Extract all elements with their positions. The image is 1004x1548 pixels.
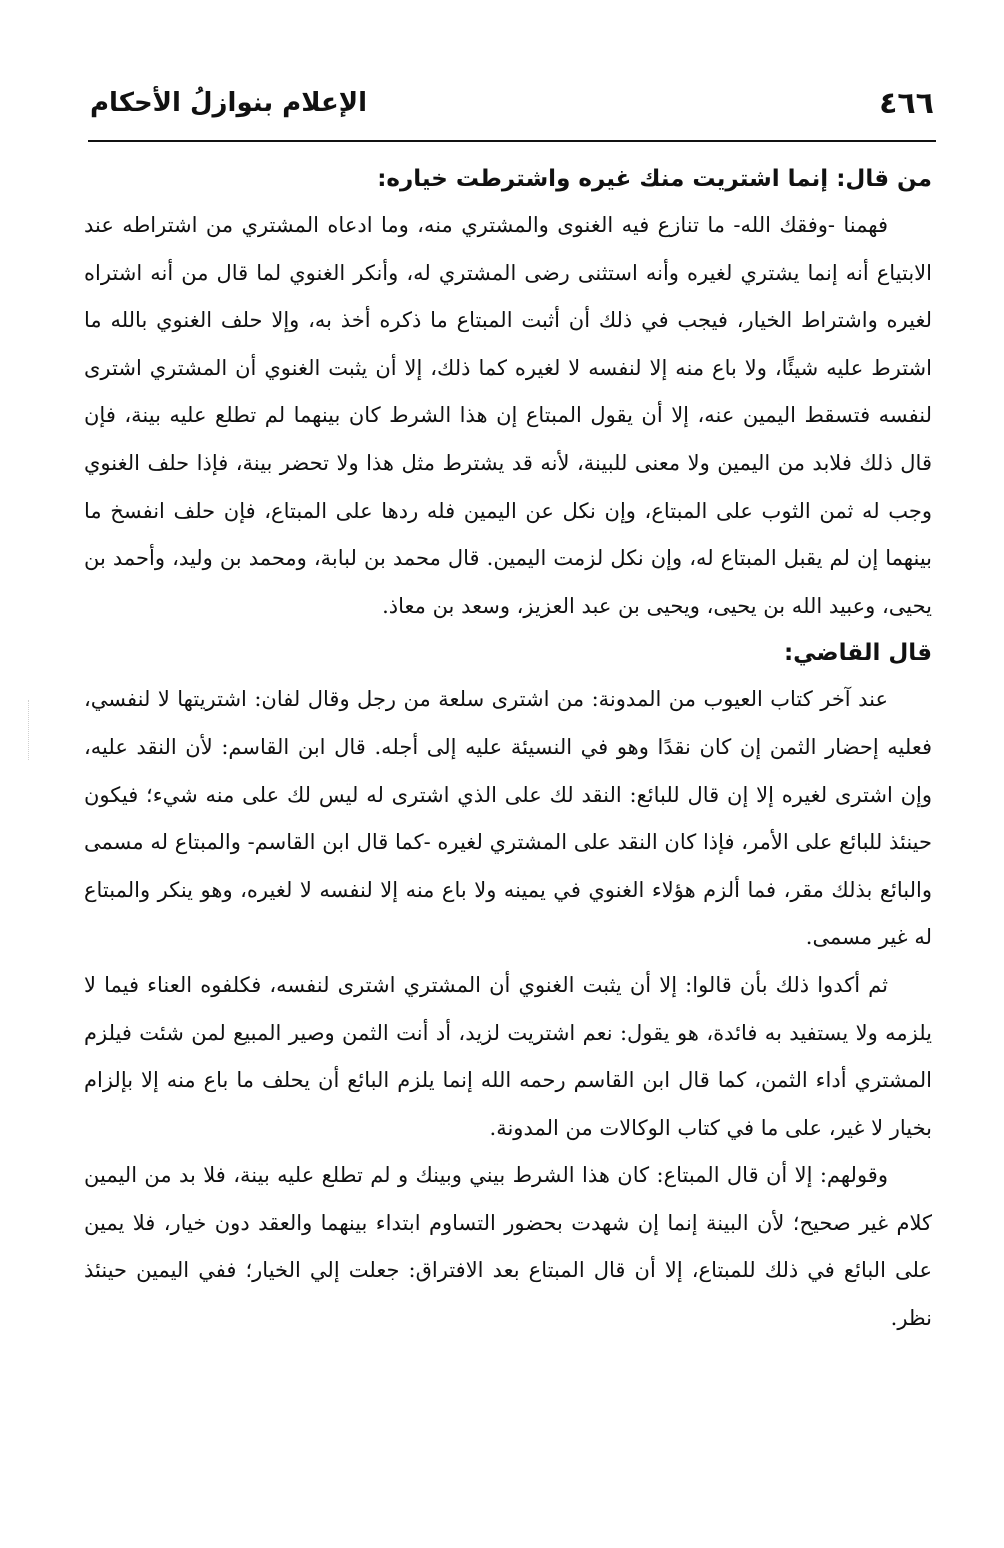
page-body [84,156,932,1343]
paragraph: وقولهم: إلا أن قال المبتاع: كان هذا الشرط بيني وبينك و لم تطلع عليه بينة، فلا بد من اليمين كلام غير صحيح؛ لأن البينة إنما إن شهدت بحضور التساوم ابتداء بينهما والعقد دون خيار، فلا يمين على البائع في ذلك للمبتاع، إلا أن قال المبتاع بعد الافتراق: جعلت إلي الخيار؛ ففي اليمين حينئذ نظر. [84,1163,932,1331]
section-heading: قال القاضي: [783,640,932,667]
paragraph: فهمنا -وفقك الله- ما تنازع فيه الغنوى والمشتري منه، وما ادعاه المشتري من اشتراطه عند الابتياع أنه إنما يشتري لغيره وأنه استثنى رضى المشتري له، وأنكر الغنوي لما قال من أنه اشتراه لغيره واشتراط الخيار، فيجب في ذلك أن أثبت المبتاع ما ذكره أخذ به، وإلا حلف الغنوي بالله ما اشترط عليه شيئًا، ولا باع منه إلا لنفسه لا لغيره كما ذلك، إلا أن يثبت الغنوي أن المشتري اشترى لنفسه فتسقط اليمين عنه، إلا أن يقول المبتاع إن هذا الشرط كان بينهما لم تطلع عليه بينة، فإن قال ذلك فلابد من اليمين ولا معنى للبينة، لأنه قد يشترط مثل هذا ولا تحضر بينة، فإذا حلف الغنوي وجب له ثمن الثوب على المبتاع، وإن نكل عن اليمين فله ردها على المبتاع، فإن حلف انفسخ ما بينهما إن لم يقبل المبتاع له، وإن نكل لزمت اليمين. قال محمد بن لبابة، ومحمد بن وليد، وأحمد بن يحيى، وعبيد الله بن يحيى، ويحيى بن عبد العزيز، وسعد بن معاذ. [84,213,932,618]
page-header [90,82,934,130]
running-title: الإعلام بنوازلُ الأحكام [90,88,367,118]
header-rule [88,140,936,142]
paragraph: عند آخر كتاب العيوب من المدونة: من اشترى سلعة من رجل وقال لفان: اشتريتها لا لنفسي، فعليه إحضار الثمن إن كان نقدًا وهو في النسيئة عليه إلى أجله. قال ابن القاسم: لأن النقد عليه، وإن اشترى لغيره إلا إن قال للبائع: النقد لك على الذي اشترى له ليس لك على منه شيء؛ فيكون حينئذ للبائع على الأمر، فإذا كان النقد على المشتري لغيره -كما قال ابن القاسم- والمبتاع له مسمى والبائع بذلك مقر، فما ألزم هؤلاء الغنوي في يمينه ولا باع منه إلا لنفسه لا لغيره، وهو ينكر والمبتاع له غير مسمى. [84,687,932,950]
paragraph: ثم أكدوا ذلك بأن قالوا: إلا أن يثبت الغنوي أن المشتري اشترى لنفسه، فكلفوه العناء فيما لا يلزمه ولا يستفيد به فائدة، هو يقول: نعم اشتريت لزيد، أد أنت الثمن وصير المبيع لمن شئت فيلزم المشتري أداء الثمن، كما قال ابن القاسم رحمه الله إنما يلزم البائع أن يحلف ما باع منه إلا بإلزام بخيار لا غير، على ما في كتاب الوكالات من المدونة. [84,972,932,1140]
section-heading: من قال: إنما اشتريت منك غيره واشترطت خياره: [377,166,932,192]
scan-margin-mark [28,700,35,760]
page-number: ٤٦٦ [879,86,934,121]
